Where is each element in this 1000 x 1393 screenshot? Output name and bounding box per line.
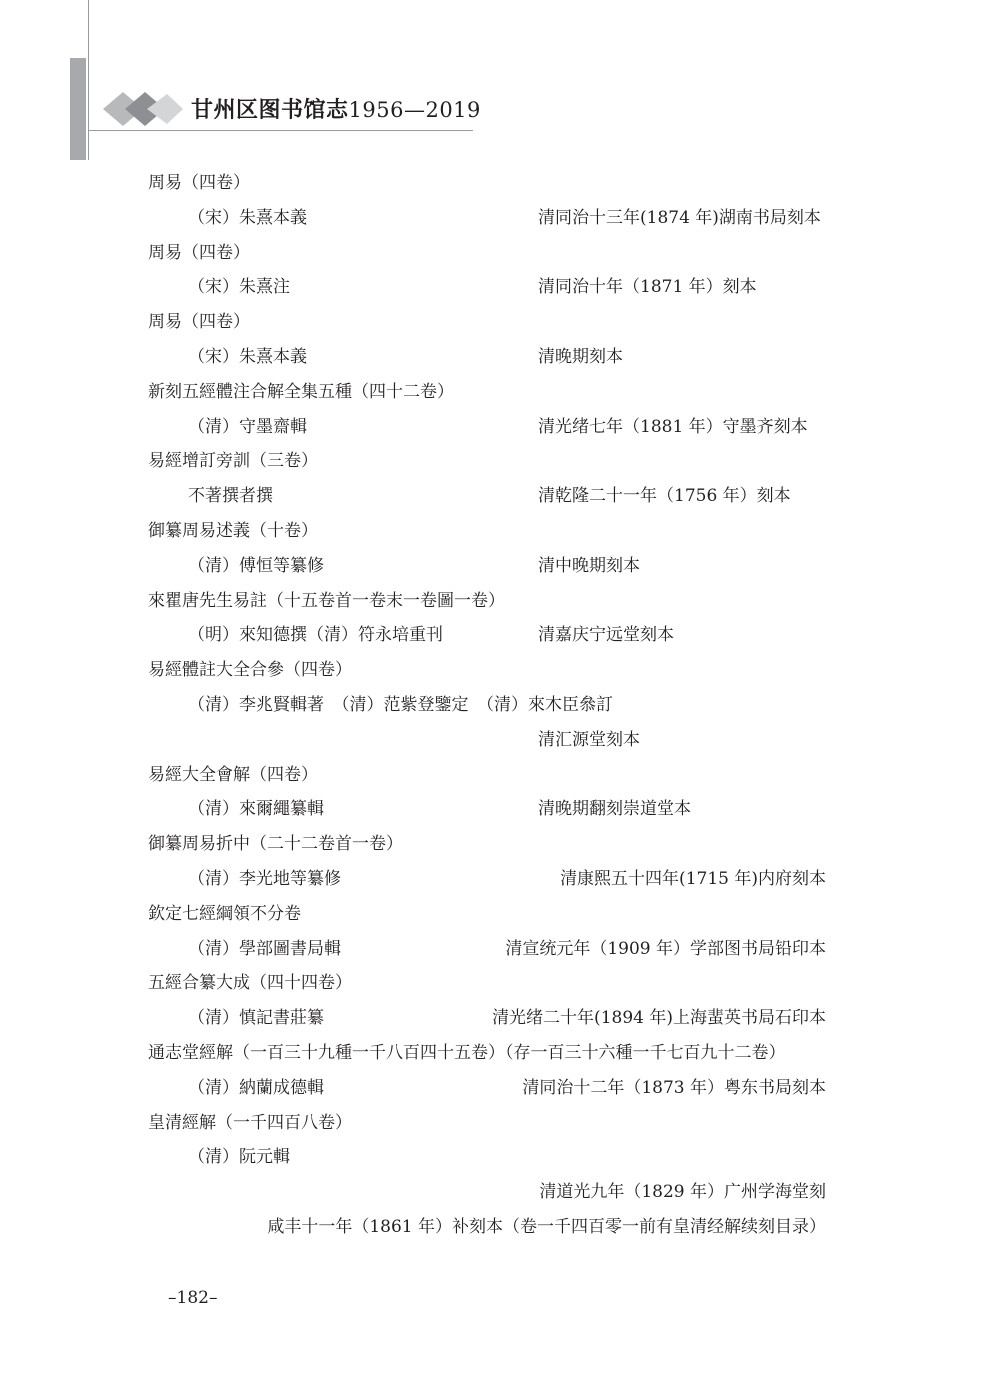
entry-author: （宋）朱熹注 — [188, 277, 290, 298]
entry-author: （清）納蘭成德輯 — [188, 1077, 324, 1098]
entry-edition: 清晚期刻本 — [538, 346, 623, 367]
entry-author: （明）來知德撰（清）符永培重刊 — [188, 625, 443, 646]
entry-author: （清）李光地等纂修 — [188, 868, 341, 889]
entry-detail — [148, 868, 848, 903]
entry-title: 御纂周易折中（二十二卷首一卷） — [148, 834, 403, 855]
header-title: 甘州区图书馆志 — [191, 97, 349, 123]
entry-title: 易經體註大全合參（四卷） — [148, 660, 352, 681]
entry-edition-line2: 咸丰十一年（1861 年）补刻本（卷一千四百零一前有皇清经解续刻目录） — [267, 1216, 826, 1237]
entry-detail — [148, 1146, 848, 1181]
entry-detail — [148, 485, 848, 520]
entry-author: （清）守墨齋輯 — [188, 416, 307, 437]
entry-author: （宋）朱熹本義 — [188, 207, 307, 228]
entry-author: （清）傅恒等纂修 — [188, 555, 324, 576]
catalog-list — [148, 172, 848, 1251]
page-number: –182– — [168, 1288, 218, 1308]
entry-edition: 清中晚期刻本 — [538, 555, 640, 576]
entry-title: 周易（四卷） — [148, 242, 250, 263]
entry-detail — [148, 1007, 848, 1042]
entry-author: （清）阮元輯 — [188, 1147, 290, 1168]
entry-edition: 清晚期翻刻崇道堂本 — [538, 799, 691, 820]
entry-author: （清）學部圖書局輯 — [188, 938, 341, 959]
entry-edition: 清乾隆二十一年（1756 年）刻本 — [538, 486, 791, 507]
header-years: 1956—2019 — [348, 98, 481, 122]
entry-author: 不著撰者撰 — [188, 486, 273, 507]
entry-title: 來瞿唐先生易註（十五卷首一卷末一卷圖一卷） — [148, 590, 505, 611]
entry-detail — [148, 276, 848, 311]
entry-detail — [148, 694, 848, 729]
entry-title: 皇清經解（一千四百八卷） — [148, 1112, 352, 1133]
header-side-bar — [70, 58, 86, 160]
entry-author: （清）慎記書莊纂 — [188, 1008, 324, 1029]
entry-detail-continued — [148, 1181, 848, 1216]
entry-edition: 清汇源堂刻本 — [538, 729, 640, 750]
entry-title: 易經增訂旁訓（三卷） — [148, 451, 318, 472]
entry-detail — [148, 938, 848, 973]
entry-title: 欽定七經綱領不分卷 — [148, 903, 301, 924]
entry-author: （清）李兆賢輯著 （清）范紫登鑒定 （清）來木臣叅訂 — [188, 694, 613, 715]
entry-detail — [148, 346, 848, 381]
entry-detail — [148, 798, 848, 833]
entry-author: （宋）朱熹本義 — [188, 346, 307, 367]
entry-edition-line1: 清道光九年（1829 年）广州学海堂刻 — [539, 1182, 826, 1203]
entry-title: 五經合纂大成（四十四卷） — [148, 973, 352, 994]
entry-title: 易經大全會解（四卷） — [148, 764, 318, 785]
running-header — [191, 93, 481, 124]
entry-detail-continued — [148, 1216, 848, 1251]
entry-title: 新刻五經體注合解全集五種（四十二卷） — [148, 381, 454, 402]
entry-edition: 清光绪七年（1881 年）守墨齐刻本 — [538, 416, 808, 437]
entry-title: 通志堂經解（一百三十九種一千八百四十五卷）（存一百三十六種一千七百九十二卷） — [148, 1042, 786, 1063]
entry-title: 御纂周易述義（十卷） — [148, 520, 318, 541]
entry-detail — [148, 555, 848, 590]
entry-title: 周易（四卷） — [148, 173, 250, 193]
entry-edition: 清嘉庆宁远堂刻本 — [538, 625, 674, 646]
entry-edition: 清同治十三年(1874 年)湖南书局刻本 — [538, 207, 821, 228]
entry-edition: 清同治十二年（1873 年）粤东书局刻本 — [522, 1077, 826, 1098]
entry-detail — [148, 624, 848, 659]
diamond-ornament-icon — [103, 92, 183, 126]
entry-detail — [148, 207, 848, 242]
entry-title: 周易（四卷） — [148, 312, 250, 333]
entry-edition: 清宣统元年（1909 年）学部图书局铅印本 — [505, 938, 826, 959]
entry-detail-continued — [148, 729, 848, 764]
header-vertical-rule — [88, 0, 89, 160]
entry-detail — [148, 1077, 848, 1112]
entry-edition: 清光绪二十年(1894 年)上海蜚英书局石印本 — [492, 1008, 826, 1029]
entry-author: （清）來爾繩纂輯 — [188, 799, 324, 820]
entry-detail — [148, 416, 848, 451]
entry-edition: 清同治十年（1871 年）刻本 — [538, 277, 757, 298]
entry-edition: 清康熙五十四年(1715 年)内府刻本 — [560, 868, 826, 889]
header-horizontal-rule — [88, 130, 473, 131]
